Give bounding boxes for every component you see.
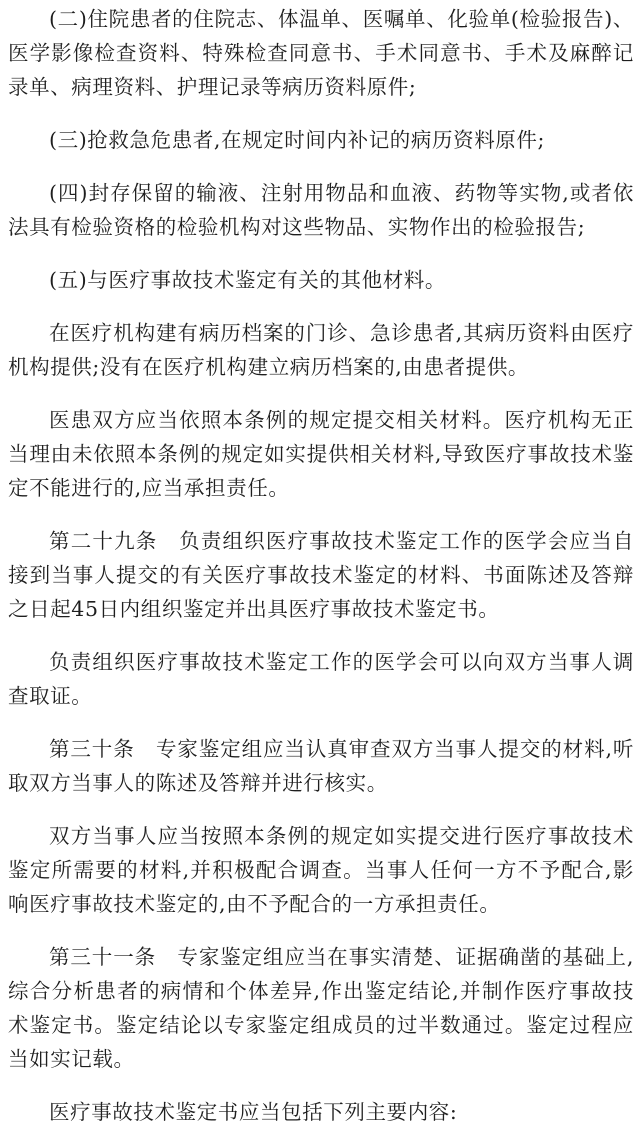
paragraph-article-29: 第二十九条 负责组织医疗事故技术鉴定工作的医学会应当自接到当事人提交的有关医疗事故技术鉴定的材料、书面陈述及答辩之日起45日内组织鉴定并出具医疗事故技术鉴定书。 (8, 529, 634, 621)
paragraph-article-31: 第三十一条 专家鉴定组应当在事实清楚、证据确凿的基础上,综合分析患者的病情和个体差异,作出鉴定结论,并制作医疗事故技术鉴定书。鉴定结论以专家鉴定组成员的过半数通过。鉴定过程应当如实记载。 (8, 945, 634, 1071)
paragraph-submission-duty: 医患双方应当依照本条例的规定提交相关材料。医疗机构无正当理由未依照本条例的规定如实提供相关材料,导致医疗事故技术鉴定不能进行的,应当承担责任。 (8, 408, 634, 500)
paragraph-item-3-rescue-records: (三)抢救急危患者,在规定时间内补记的病历资料原件; (49, 128, 546, 152)
paragraph-item-5-other-materials: (五)与医疗事故技术鉴定有关的其他材料。 (49, 268, 446, 292)
paragraph-cooperation: 双方当事人应当按照本条例的规定如实提交进行医疗事故技术鉴定所需要的材料,并积极配合调查。当事人任何一方不予配合,影响医疗事故技术鉴定的,由不予配合的一方承担责任。 (8, 824, 634, 916)
paragraph-report-contents: 医疗事故技术鉴定书应当包括下列主要内容: (49, 1100, 458, 1124)
paragraph-item-4-sealed-items: (四)封存保留的输液、注射用物品和血液、药物等实物,或者依法具有检验资格的检验机构对这些物品、实物作出的检验报告; (8, 181, 634, 239)
paragraph-investigation: 负责组织医疗事故技术鉴定工作的医学会可以向双方当事人调查取证。 (8, 650, 634, 708)
paragraph-outpatient-records: 在医疗机构建有病历档案的门诊、急诊患者,其病历资料由医疗机构提供;没有在医疗机构建立病历档案的,由患者提供。 (8, 321, 634, 379)
paragraph-article-30: 第三十条 专家鉴定组应当认真审查双方当事人提交的材料,听取双方当事人的陈述及答辩并进行核实。 (8, 737, 634, 795)
paragraph-item-2-records: (二)住院患者的住院志、体温单、医嘱单、化验单(检验报告)、医学影像检查资料、特殊检查同意书、手术同意书、手术及麻醉记录单、病理资料、护理记录等病历资料原件; (8, 7, 634, 99)
